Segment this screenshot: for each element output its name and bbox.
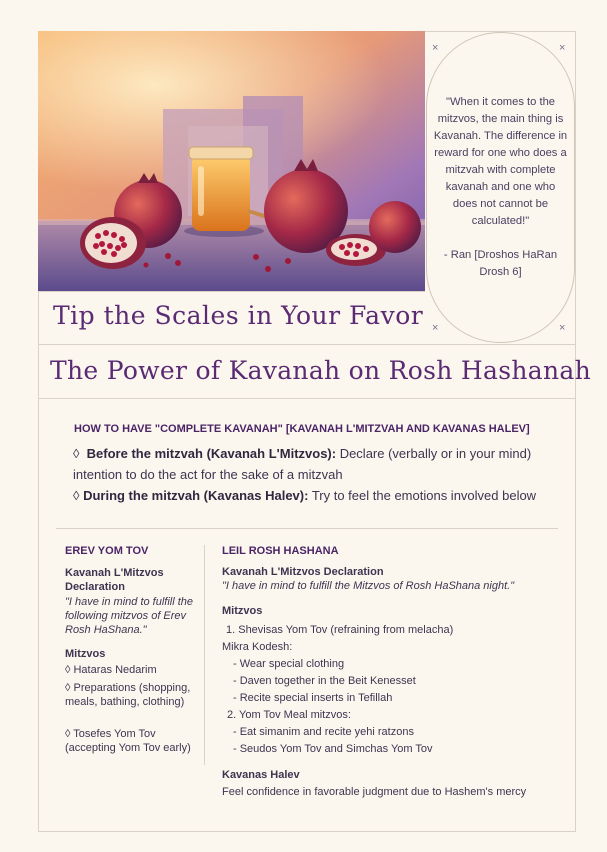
hero-illustration [38, 31, 425, 291]
quote-text: "When it comes to the mitzvos, the main thing is Kavanah. The difference in reward for one who does a mitzvah with complete kavanah and one who does not cannot be calculated!" [433, 96, 568, 227]
still-life-painting [38, 31, 425, 291]
main-title-band [38, 291, 425, 344]
corner-mark-icon: × [559, 42, 566, 54]
column-divider [204, 545, 205, 765]
leil-halev-title: Kavanas Halev [222, 769, 300, 781]
corner-mark-icon: × [432, 42, 439, 54]
leil-item: - Seudos Yom Tov and Simchas Yom Tov [233, 743, 433, 755]
howto-bullet-before [73, 443, 563, 485]
diamond-bullet-icon: ◊ [73, 488, 80, 503]
main-title: Tip the Scales in Your Favor [53, 301, 424, 330]
bullet-text: Try to feel the emotions involved below [308, 488, 537, 503]
corner-mark-icon: × [432, 322, 439, 334]
leil-item: - Daven together in the Beit Kenesset [233, 675, 416, 687]
erev-heading: EREV YOM TOV [65, 545, 149, 557]
erev-mitzvos-title: Mitzvos [65, 648, 106, 660]
erev-declaration-text: "I have in mind to fulfill the following mitzvos of Erev Rosh HaShana." [65, 596, 194, 636]
bullet-text: Declare (verbally or in your mind) intention to do the act for the sake of a mitzvah [73, 446, 532, 482]
erev-item: ◊ Hataras Nedarim [65, 664, 157, 676]
leil-declaration-title: Kavanah L'Mitzvos Declaration [222, 566, 384, 578]
quote-attribution: - Ran [Droshos HaRan Drosh 6] [443, 249, 558, 278]
leil-declaration-text: "I have in mind to fulfill the Mitzvos of Rosh HaShana night." [222, 580, 515, 592]
leil-mitzvos-title: Mitzvos [222, 605, 263, 617]
leil-item: - Recite special inserts in Tefillah [233, 692, 393, 704]
leil-item: 2. Yom Tov Meal mitzvos: [227, 709, 351, 721]
erev-item: ◊ Tosefes Yom Tov (accepting Yom Tov early) [65, 728, 191, 754]
erev-item: ◊ Preparations (shopping, meals, bathing, clothing) [65, 682, 191, 708]
leil-item: - Wear special clothing [233, 658, 345, 670]
section-divider [56, 528, 558, 529]
subtitle-band [38, 344, 591, 399]
howto-heading: HOW TO HAVE "COMPLETE KAVANAH" [KAVANAH L'MITZVAH AND KAVANAS HALEV] [74, 423, 530, 435]
subtitle: The Power of Kavanah on Rosh Hashanah [50, 356, 591, 385]
quote-block [433, 94, 568, 281]
erev-declaration-title: Kavanah L'Mitzvos Declaration [65, 567, 164, 593]
leil-item: 1. Shevisas Yom Tov (refraining from melacha) [226, 624, 454, 636]
corner-mark-icon: × [559, 322, 566, 334]
quote-panel [425, 31, 576, 344]
leil-halev-text: Feel confidence in favorable judgment due to Hashem's mercy [222, 786, 527, 798]
diamond-bullet-icon: ◊ [73, 446, 80, 461]
bullet-label: During the mitzvah (Kavanas Halev): [83, 488, 309, 503]
leil-heading: LEIL ROSH HASHANA [222, 545, 339, 557]
howto-bullet-during [73, 485, 563, 506]
leil-item: - Eat simanim and recite yehi ratzons [233, 726, 414, 738]
bullet-label: Before the mitzvah (Kavanah L'Mitzvos): [86, 446, 337, 461]
leil-item: Mikra Kodesh: [222, 641, 293, 653]
